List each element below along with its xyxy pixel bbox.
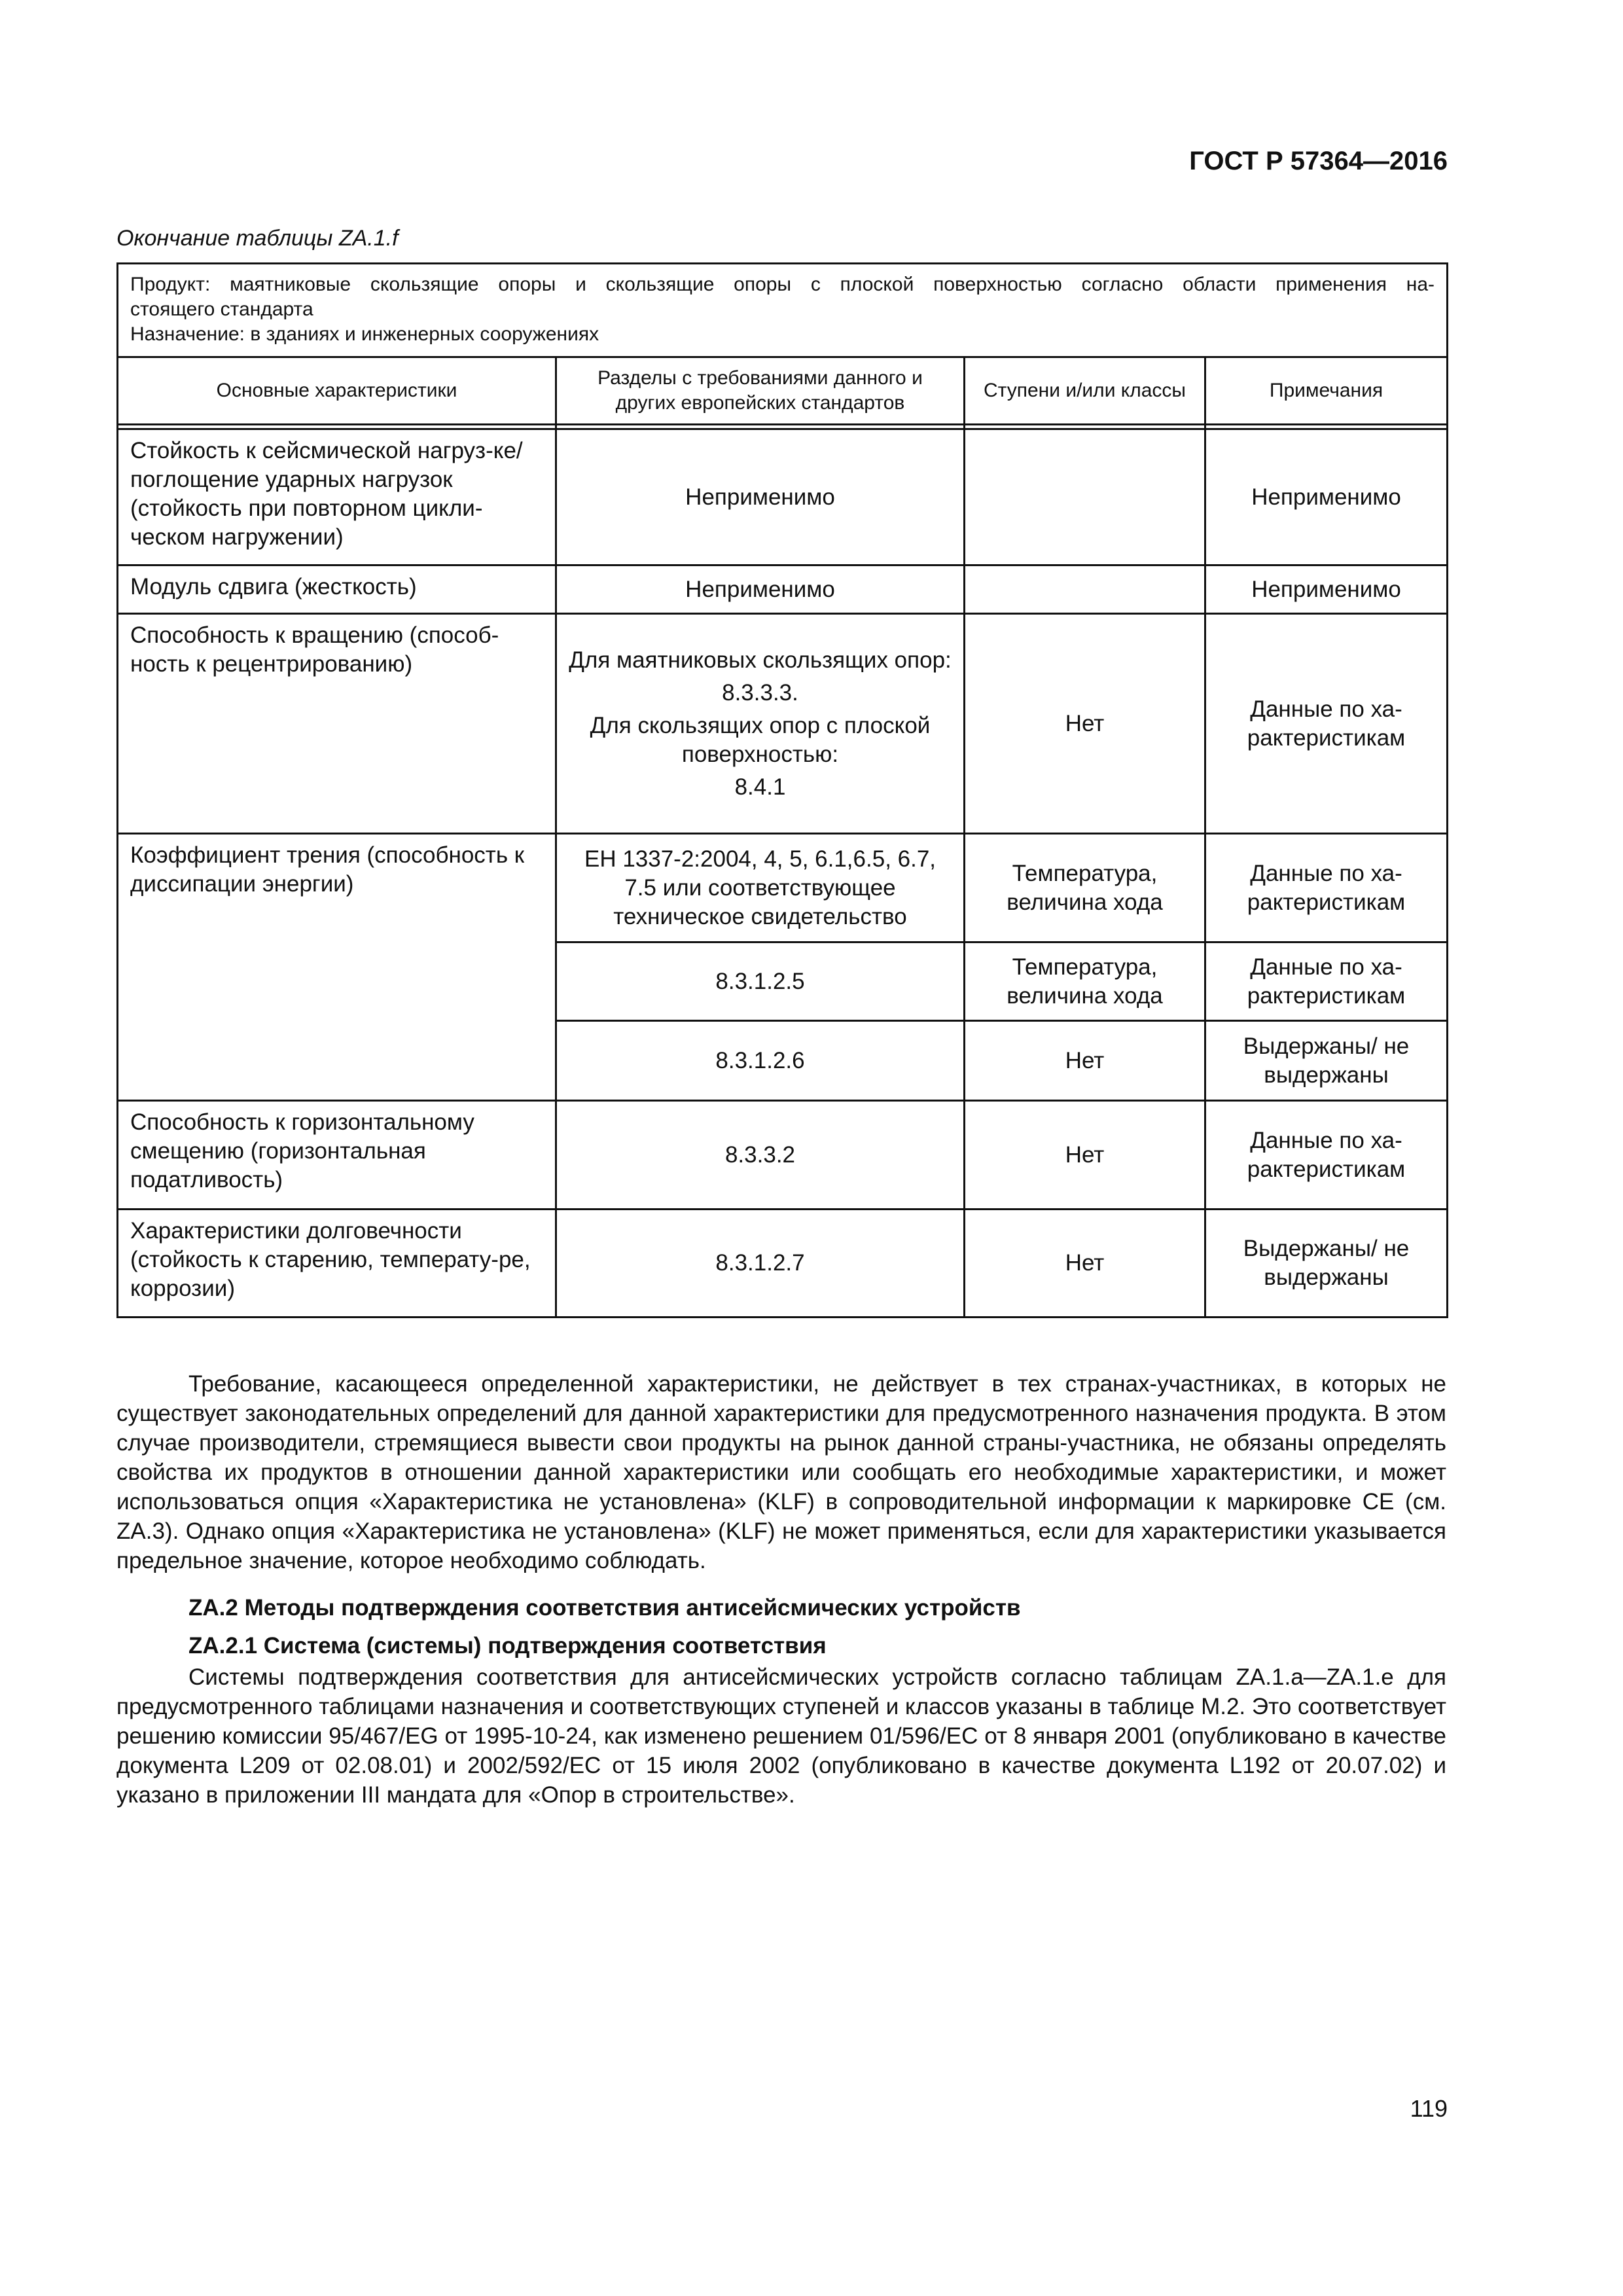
section-heading-za21: ZA.2.1 Система (системы) подтверждения соответствия [188, 1633, 827, 1659]
row-characteristic: Характеристики долговечности (стойкость к старению, температу-ре, коррозии) [118, 1210, 556, 1318]
paragraph-text: Требование, касающееся определенной характеристики, не действует в тех странах-участниках, в которых не существует законодательных определений для данной характеристики для предусмотренного назначения продукта. В этом случае производители, стремящиеся вывести свои продукты на рынок данной страны-участника, не обязаны определять свойства их продуктов в отношении данной характеристики или сообщать его необходимые характеристики, и может использоваться опция «Характеристика не установлена» (KLF) в сопроводительной информации к маркировке СЕ (см. ZA.3). Однако опция «Характеристика не установлена» (KLF) не может применяться, если для характеристики указывается предельное значение, которое необходимо соблюдать. [116, 1371, 1446, 1573]
body-paragraph-1 [116, 1369, 1446, 1575]
characteristics-table [116, 262, 1448, 1318]
table-row [118, 1210, 1448, 1318]
product-line-2: стоящего стандарта [130, 298, 313, 320]
col-header-characteristics: Основные характеристики [118, 357, 556, 425]
row-characteristic: Способность к горизонтальному смещению (горизонтальная податливость) [118, 1101, 556, 1210]
sections-line-b: 8.3.3.3. [722, 679, 798, 706]
row-sections: Неприменимо [556, 429, 965, 565]
row-sections: 8.3.1.2.6 [556, 1021, 965, 1101]
row-notes: Выдержаны/ не выдержаны [1205, 1021, 1448, 1101]
row-notes: Данные по ха-рактеристикам [1205, 834, 1448, 942]
row-sections: 8.3.1.2.7 [556, 1210, 965, 1318]
row-characteristic: Стойкость к сейсмической нагруз-ке/поглощение ударных нагрузок (стойкость при повторном цикли-ческом нагружении) [118, 429, 556, 565]
page-number: 119 [1410, 2095, 1448, 2122]
row-classes: Температура, величина хода [965, 834, 1205, 942]
table-continuation-caption: Окончание таблицы ZA.1.f [116, 226, 399, 251]
row-sections: ЕН 1337-2:2004, 4, 5, 6.1,6.5, 6.7, 7.5 или соответствующее техническое свидетельство [556, 834, 965, 942]
col-header-sections: Разделы с требованиями данного и других европейских стандартов [556, 357, 965, 425]
col-header-notes: Примечания [1205, 357, 1448, 425]
row-characteristic: Способность к вращению (способ-ность к рецентрированию) [118, 614, 556, 834]
table-row [118, 565, 1448, 614]
purpose-line: Назначение: в зданиях и инженерных сооружениях [130, 323, 599, 345]
sections-line-a: Для маятниковых скользящих опор: [569, 647, 952, 673]
sections-line-c: Для скользящих опор с плоской поверхностью: [590, 712, 931, 767]
paragraph-text: Системы подтверждения соответствия для антисейсмических устройств согласно таблицам ZA.1.a—ZA.1.e для предусмотренного таблицами назначения и соответствующих ступеней и классов указаны в таблице М.2. Это соответствует решению комиссии 95/467/EG от 1995-10-24, как изменено решением 01/596/EC от 8 января 2001 (опубликовано в качестве документа L209 от 02.08.01) и 2002/592/EC от 15 июля 2002 (опубликовано в качестве документа L192 от 20.07.02) и указано в приложении III мандата для «Опор в строительстве». [116, 1664, 1446, 1808]
row-notes: Неприменимо [1205, 429, 1448, 565]
row-sections: Неприменимо [556, 565, 965, 614]
document-id: ГОСТ Р 57364—2016 [1189, 147, 1448, 175]
section-heading-za2: ZA.2 Методы подтверждения соответствия антисейсмических устройств [188, 1595, 1021, 1621]
table-row [118, 614, 1448, 834]
row-classes: Нет [965, 614, 1205, 834]
body-paragraph-2 [116, 1662, 1446, 1810]
row-notes: Данные по ха-рактеристикам [1205, 1101, 1448, 1210]
row-classes [965, 429, 1205, 565]
row-classes: Нет [965, 1210, 1205, 1318]
row-notes: Данные по ха-рактеристикам [1205, 614, 1448, 834]
row-classes [965, 565, 1205, 614]
row-classes: Нет [965, 1021, 1205, 1101]
col-header-classes: Ступени и/или классы [965, 357, 1205, 425]
row-sections: 8.3.1.2.5 [556, 942, 965, 1021]
row-notes: Выдержаны/ не выдержаны [1205, 1210, 1448, 1318]
sections-line-d: 8.4.1 [734, 774, 786, 800]
row-notes: Неприменимо [1205, 565, 1448, 614]
table-row [118, 1101, 1448, 1210]
row-sections: 8.3.3.2 [556, 1101, 965, 1210]
row-classes: Температура, величина хода [965, 942, 1205, 1021]
row-classes: Нет [965, 1101, 1205, 1210]
row-notes: Данные по ха-рактеристикам [1205, 942, 1448, 1021]
row-sections [556, 614, 965, 834]
table-row [118, 834, 1448, 942]
product-line-1: Продукт: маятниковые скользящие опоры и скользящие опоры с плоской поверхностью согласно области применения на- [130, 274, 1435, 295]
row-characteristic: Модуль сдвига (жесткость) [118, 565, 556, 614]
row-characteristic: Коэффициент трения (способность к диссипации энергии) [118, 834, 556, 1101]
table-product-header [118, 264, 1448, 357]
table-row [118, 429, 1448, 565]
